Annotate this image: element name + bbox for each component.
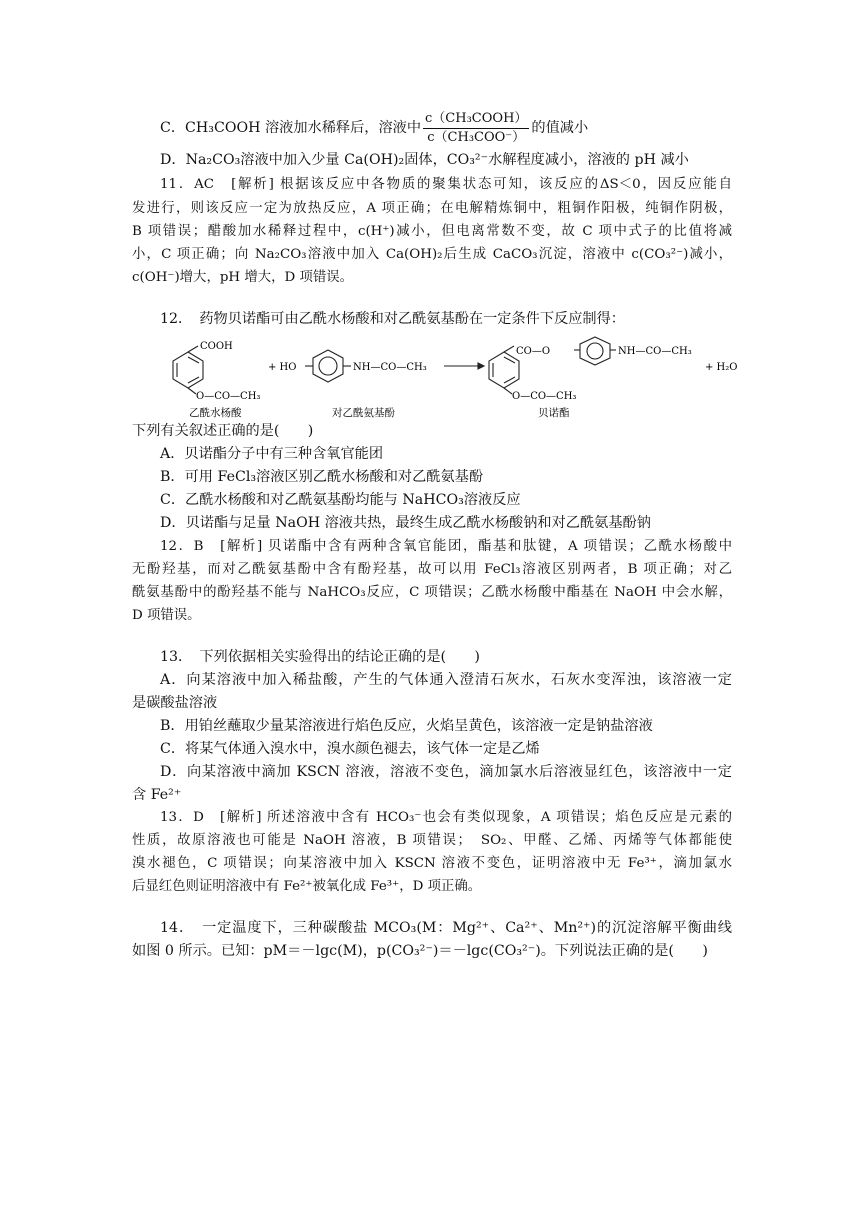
q13-option-b: B．用铂丝蘸取少量某溶液进行焰色反应，火焰呈黄色，该溶液一定是钠盐溶液	[160, 718, 653, 734]
answer-12-line-1: 12．B [解析] 贝诺酯中含有两种含氧官能团，酯基和肽键，A 项错误；乙酰水杨酸中	[160, 539, 732, 554]
acetoxy-label-left: O—CO—CH₃	[196, 391, 261, 402]
answer-13-line-1: 13．D [解析] 所述溶液中含有 HCO₃⁻也会有类似现象，A 项错误；焰色反应是元素的	[160, 810, 732, 825]
q10-option-c-text: C．CH₃COOH 溶液加水稀释后，溶液中	[160, 120, 422, 136]
fraction-denominator: c（CH₃COO⁻）	[427, 129, 526, 145]
acetamido-label-product: NH—CO—CH₃	[618, 346, 692, 357]
acetamido-label: NH—CO—CH₃	[353, 362, 427, 373]
q10-option-c	[160, 108, 732, 148]
answer-13-line-2: 性质，故原溶液也可能是 NaOH 溶液，B 项错误； SO₂、甲醛、乙烯、丙烯等气体都能使	[132, 833, 732, 848]
answer-12-line-4: D 项错误。	[132, 608, 201, 623]
answer-13-line-4: 后显红色则证明溶液中有 Fe²⁺被氧化成 Fe³⁺，D 项正确。	[132, 879, 482, 894]
ester-link-label: CO—O	[516, 346, 551, 357]
q12-option-b: B．可用 FeCl₃溶液区别乙酰水杨酸和对乙酰氨基酚	[160, 469, 484, 485]
answer-11-line-2: 发进行，则该反应一定为放热反应，A 项正确；在电解精炼铜中，粗铜作阳极，纯铜作阴极，	[132, 201, 732, 216]
q12-option-c: C．乙酰水杨酸和对乙酰氨基酚均能与 NaHCO₃溶液反应	[160, 492, 521, 508]
aspirin-structure	[173, 346, 203, 394]
answer-13-line-3: 溴水褪色，C 项错误；向某溶液中加入 KSCN 溶液不变色，证明溶液中无 Fe³⁺，滴加氯水	[132, 856, 732, 871]
reaction-arrow	[444, 363, 484, 369]
answer-11-line-3: B 项错误；醋酸加水稀释过程中，c(H⁺)减小，但电离常数不变，故 C 项中式子的比值将减	[132, 224, 732, 239]
answer-12-line-2: 无酚羟基，而对乙酰氨基酚中含有酚羟基，故可以用 FeCl₃溶液区别两者，B 项正确；对乙	[132, 562, 732, 577]
fraction-numerator: c（CH₃COOH）	[423, 110, 529, 129]
q13-option-d-line-1: D．向某溶液中滴加 KSCN 溶液，溶液不变色，滴加氯水后溶液显红色，该溶液中一定	[160, 764, 732, 780]
question-12-ask: 下列有关叙述正确的是( )	[132, 423, 314, 439]
q13-option-c: C．将某气体通入溴水中，溴水颜色褪去，该气体一定是乙烯	[160, 741, 540, 757]
aspirin-name: 乙酰水杨酸	[189, 407, 242, 419]
reaction-scheme	[160, 336, 740, 420]
q10-option-c-tail: 的值减小	[531, 120, 589, 136]
question-12-stem: 12． 药物贝诺酯可由乙酰水杨酸和对乙酰氨基酚在一定条件下反应制得：	[160, 311, 625, 327]
question-13-stem: 13． 下列依据相关实验得出的结论正确的是( )	[160, 649, 480, 665]
question-14-line-2: 如图 0 所示。已知：pM＝－lgc(M)，p(CO₃²⁻)＝－lgc(CO₃²⁻)。下列说法正确的是( )	[132, 943, 708, 959]
benorilate-structure	[489, 337, 616, 394]
question-14-line-1: 14． 一定温度下，三种碳酸盐 MCO₃(M：Mg²⁺、Ca²⁺、Mn²⁺)的沉淀溶解平衡曲线	[160, 920, 732, 936]
q10-option-d: D．Na₂CO₃溶液中加入少量 Ca(OH)₂固体，CO₃²⁻水解程度减小，溶液的 pH 减小	[160, 152, 689, 168]
q13-option-a-line-2: 是碳酸盐溶液	[132, 695, 218, 711]
paracetamol-structure	[305, 350, 351, 382]
q13-option-d-line-2: 含 Fe²⁺	[132, 787, 182, 803]
answer-11-line-5: c(OH⁻)增大，pH 增大，D 项错误。	[132, 270, 354, 285]
answer-11-line-4: 小，C 项正确；向 Na₂CO₃溶液中加入 Ca(OH)₂后生成 CaCO₃沉淀，溶液中 c(CO₃²⁻)减小，	[132, 247, 732, 262]
answer-12-line-3: 酰氨基酚中的酚羟基不能与 NaHCO₃反应，C 项错误；乙酰水杨酸中酯基在 NaOH 中会水解，	[132, 585, 732, 600]
plus-ho-label: + HO	[268, 362, 297, 373]
q10-fraction	[423, 110, 529, 147]
paracetamol-name: 对乙酰氨基酚	[332, 407, 395, 419]
cooh-label: COOH	[200, 341, 233, 352]
acetoxy-label-right: O—CO—CH₃	[512, 391, 577, 402]
q13-option-a-line-1: A．向某溶液中加入稀盐酸，产生的气体通入澄清石灰水，石灰水变浑浊，该溶液一定	[160, 672, 732, 688]
plus-water-label: + H₂O	[705, 362, 738, 373]
benorilate-name: 贝诺酯	[538, 407, 570, 419]
q12-option-d: D．贝诺酯与足量 NaOH 溶液共热，最终生成乙酰水杨酸钠和对乙酰氨基酚钠	[160, 515, 651, 531]
answer-11-line-1: 11．AC [解析] 根据该反应中各物质的聚集状态可知，该反应的ΔS＜0，因反应能自	[160, 177, 732, 192]
q12-option-a: A．贝诺酯分子中有三种含氧官能团	[160, 446, 384, 462]
